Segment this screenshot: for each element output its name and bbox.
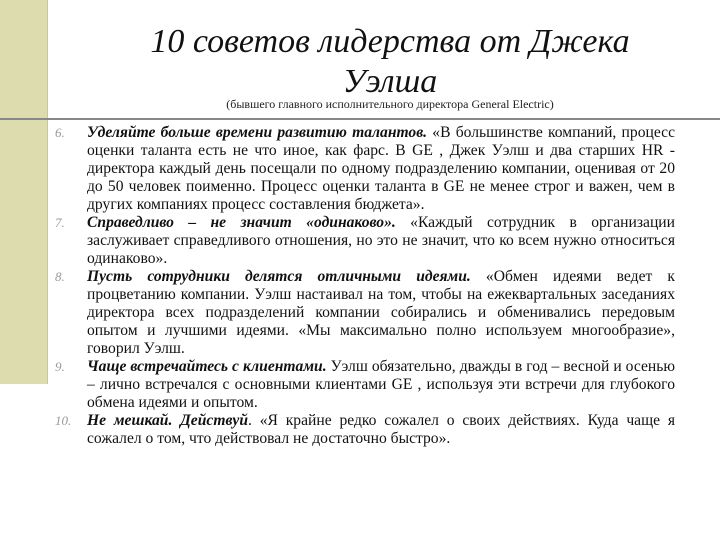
- item-lead: Справедливо – не значит «одинаково».: [87, 214, 396, 231]
- item-lead: Уделяйте больше времени развитию талантов.: [87, 124, 428, 141]
- item-text: «Обмен идеями ведет к процветанию компании. Уэлш настаивал на том, чтобы на ежеквартальных заседаниях директора всех подразделений компании собирались и обменивались передовым опытом и лучшими идеями. «Мы максимально полно используем многообразие», говорил Уэлш.: [87, 268, 675, 357]
- item-text: «Каждый сотрудник в организации заслуживает справедливого отношения, но это не значит, что ко всем нужно относиться одинаково».: [87, 214, 675, 267]
- item-number: 6.: [55, 125, 65, 140]
- slide-title: 10 советов лидерства от Джека Уэлша: [150, 23, 630, 100]
- decorative-side-bar: [0, 0, 48, 384]
- item-text: . «Я крайне редко сожалел о своих действиях. Куда чаще я сожалел о том, что действовал не достаточно быстро».: [87, 412, 675, 447]
- item-lead: Чаще встречайтесь с клиентами.: [87, 358, 327, 375]
- item-text: «В большинстве компаний, процесс оценки таланта есть не что иное, как фарс. В GE , Джек Уэлш и два старших HR - директора каждый день посещали по одному подразделению компании, оценивая от 20 до 50 человек поименно. Процесс оценки таланта в GE не менее строг и важен, чем в других компаниях процесс составления бюджета».: [87, 124, 675, 213]
- slide-subtitle: (бывшего главного исполнительного директора General Electric): [226, 97, 554, 111]
- item-number: 10.: [55, 413, 72, 428]
- list-item: [55, 124, 675, 214]
- list-item: [55, 358, 675, 412]
- list-item: [55, 268, 675, 358]
- item-text: Уэлш обязательно, дважды в год – весной и осенью – лично встречался с основными клиентами GE , используя эти встречи для глубокого обмена идеями и опытом.: [87, 358, 675, 411]
- list-item: [55, 214, 675, 268]
- item-number: 7.: [55, 215, 65, 230]
- list-item: [55, 412, 675, 448]
- title-divider: [0, 118, 720, 120]
- item-number: 9.: [55, 359, 65, 374]
- item-number: 8.: [55, 269, 65, 284]
- item-lead: Пусть сотрудники делятся отличными идеями.: [87, 268, 471, 285]
- tips-list: [55, 124, 675, 448]
- item-lead: Не мешкай. Действуй: [87, 412, 249, 429]
